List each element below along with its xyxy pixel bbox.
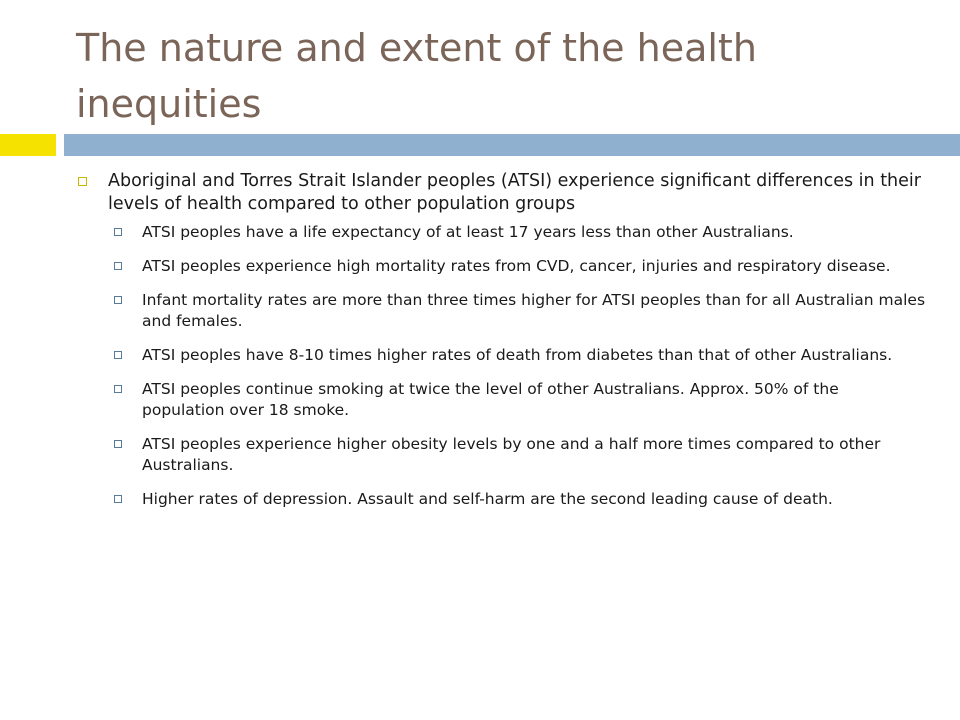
accent-bar-blue — [64, 134, 960, 156]
square-bullet-icon — [114, 440, 122, 448]
sub-bullet-text: ATSI peoples continue smoking at twice the level of other Australians. Approx. 50% of the population over 18 smoke. — [142, 380, 839, 419]
sub-bullet-mortality — [112, 256, 926, 277]
sub-bullet-text: ATSI peoples have 8-10 times higher rates of death from diabetes than that of other Australians. — [142, 346, 893, 364]
sub-bullet-text: Higher rates of depression. Assault and self-harm are the second leading cause of death. — [142, 490, 833, 508]
bullet-main-text: Aboriginal and Torres Strait Islander peoples (ATSI) experience significant differences in their levels of health compared to other population groups — [108, 171, 921, 214]
square-bullet-icon — [114, 296, 122, 304]
square-bullet-icon — [78, 177, 87, 186]
square-bullet-icon — [114, 228, 122, 236]
square-bullet-icon — [114, 262, 122, 270]
sub-bullet-text: Infant mortality rates are more than three times higher for ATSI peoples than for all Australian males and females. — [142, 291, 926, 330]
sub-bullet-text: ATSI peoples experience higher obesity levels by one and a half more times compared to other Australians. — [142, 435, 881, 474]
square-bullet-icon — [114, 385, 122, 393]
square-bullet-icon — [114, 495, 122, 503]
sub-bullet-depression — [112, 489, 926, 510]
accent-bar-yellow — [0, 134, 56, 156]
sub-bullet-text: ATSI peoples experience high mortality rates from CVD, cancer, injuries and respiratory disease. — [142, 257, 891, 275]
sub-bullet-life-expectancy — [112, 222, 926, 243]
slide-title: The nature and extent of the health inequities — [76, 26, 757, 126]
slide-content — [76, 170, 926, 523]
sub-bullet-diabetes — [112, 345, 926, 366]
sub-bullet-text: ATSI peoples have a life expectancy of at least 17 years less than other Australians. — [142, 223, 794, 241]
sub-bullet-smoking — [112, 379, 926, 421]
sub-bullet-obesity — [112, 434, 926, 476]
square-bullet-icon — [114, 351, 122, 359]
bullet-main — [76, 170, 926, 216]
sub-bullet-infant-mortality — [112, 290, 926, 332]
